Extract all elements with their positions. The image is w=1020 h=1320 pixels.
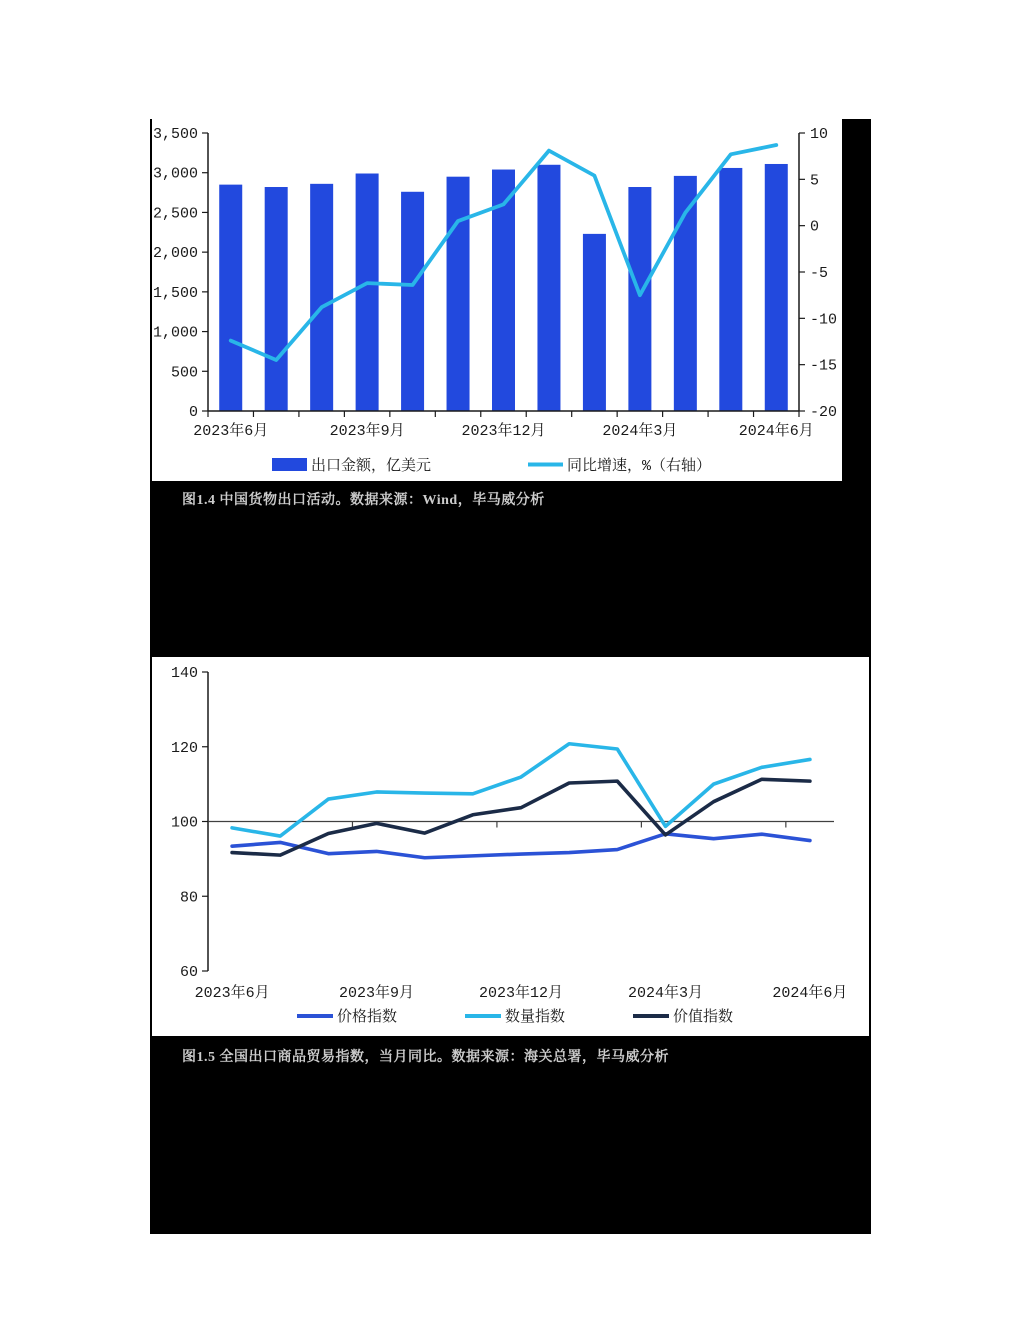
figure-1-5-caption: 图1.5 全国出口商品贸易指数，当月同比。数据来源：海关总署，毕马威分析 xyxy=(182,1050,669,1065)
axis-label: -10 xyxy=(810,311,838,329)
legend-label: 同比增速，%（右轴） xyxy=(567,458,712,475)
x-axis-label: 2023年12月 xyxy=(461,423,546,440)
index-line-series-2 xyxy=(232,779,810,855)
bar xyxy=(447,177,470,411)
x-axis-label: 2023年6月 xyxy=(193,423,269,440)
axis-label: -15 xyxy=(810,357,838,375)
axis-label: 10 xyxy=(810,126,829,143)
axis-label: 80 xyxy=(179,889,198,907)
china-export-chart-panel xyxy=(152,119,842,481)
axis-label: 0 xyxy=(188,404,198,421)
axis-label: 120 xyxy=(170,739,198,757)
bar xyxy=(356,174,379,411)
x-axis-label: 2024年3月 xyxy=(627,985,703,1002)
legend xyxy=(272,456,711,475)
axis-label: 2,500 xyxy=(152,205,198,223)
index-line-series-1 xyxy=(232,744,810,836)
bar xyxy=(719,168,742,411)
x-axis-label: 2023年9月 xyxy=(339,985,415,1002)
bar xyxy=(583,234,606,411)
bar xyxy=(265,187,288,411)
figure-1-4-block xyxy=(150,119,871,657)
x-axis-label: 2024年6月 xyxy=(772,985,848,1002)
x-axis-label: 2023年6月 xyxy=(194,985,270,1002)
x-axis-label: 2023年9月 xyxy=(329,423,405,440)
axis-label: 3,500 xyxy=(152,126,198,143)
axis-label: 140 xyxy=(170,665,198,682)
axis-label: 1,000 xyxy=(152,324,198,342)
bar xyxy=(628,187,651,411)
axis-label: 0 xyxy=(810,218,820,236)
legend-label: 价格指数 xyxy=(337,1009,398,1026)
axis-label: 1,500 xyxy=(152,284,198,302)
axis-label: 60 xyxy=(179,964,198,981)
bar xyxy=(310,184,333,411)
x-axis-label: 2024年6月 xyxy=(738,423,814,440)
x-axis-label: 2023年12月 xyxy=(478,985,564,1002)
axis-label: 3,000 xyxy=(152,165,198,183)
export-amount-bar-series xyxy=(219,164,788,411)
axis-label: 100 xyxy=(170,814,198,832)
bar xyxy=(219,185,242,411)
trade-index-chart-panel xyxy=(152,657,869,1036)
ticks xyxy=(202,672,208,971)
bar xyxy=(537,165,560,411)
china-export-bar-line-chart xyxy=(152,119,842,481)
axis-label: 500 xyxy=(170,364,198,382)
axis-label: 2,000 xyxy=(152,245,198,263)
bar xyxy=(401,192,424,411)
legend-label: 价值指数 xyxy=(673,1009,734,1026)
export-trade-index-line-chart xyxy=(152,657,869,1036)
figure-1-5-block xyxy=(150,657,871,1234)
legend-label: 数量指数 xyxy=(505,1009,566,1026)
legend-bar-swatch xyxy=(272,458,307,471)
axis-label: -5 xyxy=(810,265,829,282)
legend xyxy=(297,1007,733,1026)
legend-label: 出口金额，亿美元 xyxy=(311,458,432,475)
axis-label: -20 xyxy=(810,404,838,421)
bar xyxy=(765,164,788,411)
x-axis-label: 2024年3月 xyxy=(602,423,678,440)
axis-label: 5 xyxy=(810,172,820,190)
figure-1-4-caption: 图1.4 中国货物出口活动。数据来源：Wind，毕马威分析 xyxy=(182,493,545,508)
